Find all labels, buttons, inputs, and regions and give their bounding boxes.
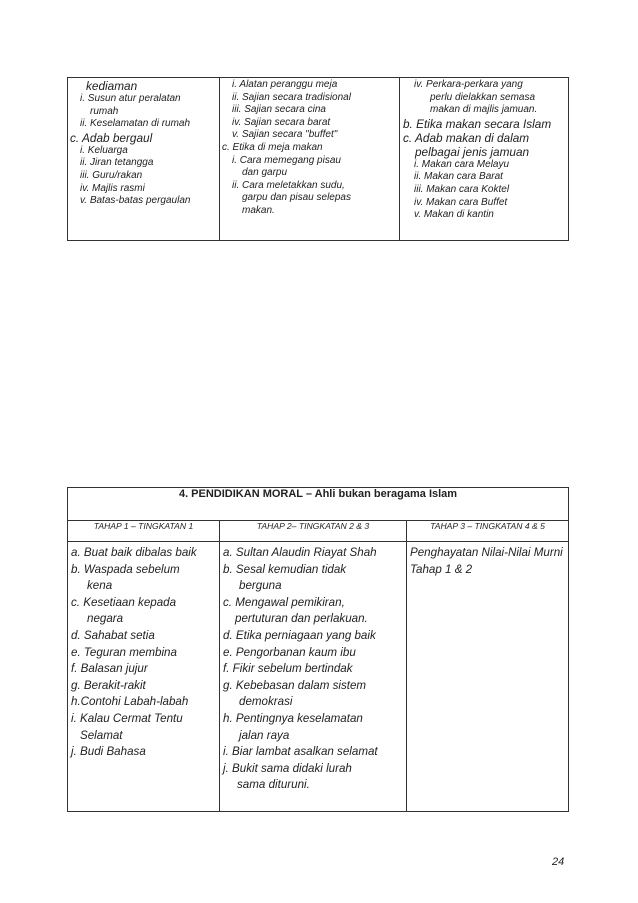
list-line: rumah [90, 105, 119, 117]
list-line: iv. Perkara-perkara yang [414, 79, 523, 90]
section-title: 4. PENDIDIKAN MORAL – Ahli bukan beragama Islam [68, 488, 569, 521]
list-line: makan di majlis jamuan. [430, 104, 538, 116]
list-line: h.Contohi Labah-labah [71, 695, 189, 709]
list-line: j. Budi Bahasa [71, 745, 146, 759]
list-line: f. Balasan jujur [71, 662, 148, 676]
list-line: Tahap 1 & 2 [410, 562, 473, 576]
list-line: iii. Sajian secara cina [232, 104, 326, 116]
list-line: i. Kalau Cermat Tentu [71, 711, 183, 725]
list-line: ii. Sajian secara tradisional [232, 91, 351, 103]
list-line: v. Makan di kantin [414, 209, 494, 221]
list-line: b. Waspada sebelum [71, 562, 180, 576]
tahap-3-header: TAHAP 3 – TINGKATAN 4 & 5 [407, 521, 569, 542]
list-line: dan garpu [242, 167, 288, 179]
list-line: i. Keluarga [80, 144, 128, 156]
list-line: negara [87, 612, 124, 626]
list-line: i. Biar lambat asalkan selamat [223, 745, 378, 759]
list-line: c. Kesetiaan kepada [71, 595, 177, 609]
list-line: ii. Keselamatan di rumah [80, 118, 191, 130]
list-line: ii. Jiran tetangga [80, 157, 154, 169]
list-line: c. Adab makan di dalam [403, 130, 530, 145]
list-line: d. Etika perniagaan yang baik [223, 628, 376, 642]
list-line: kediaman [86, 79, 138, 93]
tahap-1-header: TAHAP 1 – TINGKATAN 1 [68, 521, 220, 542]
tahap-1-list [68, 542, 220, 812]
list-line: pelbagai jenis jamuan [415, 144, 530, 159]
list-line: iii. Guru/rakan [80, 169, 143, 181]
tahap-2-list [220, 542, 407, 812]
list-line: e. Pengorbanan kaum ibu [223, 645, 356, 659]
list-line: j. Bukit sama didaki lurah [223, 761, 352, 775]
top-col-2 [220, 78, 400, 241]
list-line: a. Buat baik dibalas baik [71, 546, 197, 559]
list-line: e. Teguran membina [71, 645, 177, 659]
list-line: d. Sahabat setia [71, 628, 155, 642]
top-col-1 [68, 78, 220, 241]
bottom-table [67, 487, 569, 812]
page-number: 24 [552, 856, 565, 868]
list-line: iii. Makan cara Koktel [414, 183, 510, 195]
tahap-3-list [407, 542, 569, 812]
list-line: i. Alatan peranggu meja [232, 79, 338, 90]
list-line: iv. Majlis rasmi [80, 182, 145, 194]
list-line: iv. Sajian secara barat [232, 116, 331, 128]
list-line: c. Etika di meja makan [222, 141, 323, 153]
list-line: v. Sajian secara "buffet" [232, 129, 338, 141]
list-line: iv. Makan cara Buffet [414, 196, 508, 208]
list-line: v. Batas-batas pergaulan [80, 195, 191, 207]
list-line: garpu dan pisau selepas [242, 192, 351, 204]
list-line: jalan raya [239, 728, 290, 742]
list-line: b. Etika makan secara Islam [403, 116, 552, 131]
list-line: sama dituruni. [237, 778, 310, 792]
list-line: berguna [239, 579, 282, 593]
list-line: Penghayatan Nilai-Nilai Murni [410, 546, 563, 559]
list-line: c. Adab bergaul [70, 130, 153, 145]
list-line: pertuturan dan perlakuan. [235, 612, 368, 626]
list-line: c. Mengawal pemikiran, [223, 595, 345, 609]
list-line: f. Fikir sebelum bertindak [223, 662, 353, 676]
list-line: Selamat [80, 728, 123, 742]
list-line: i. Susun atur peralatan [80, 93, 181, 104]
list-line: h. Pentingnya keselamatan [223, 711, 363, 725]
list-line: a. Sultan Alaudin Riayat Shah [223, 546, 377, 559]
list-line: ii. Cara meletakkan sudu, [232, 179, 345, 191]
list-line: demokrasi [239, 695, 293, 709]
list-line: ii. Makan cara Barat [414, 171, 503, 183]
tahap-2-header: TAHAP 2– TINGKATAN 2 & 3 [220, 521, 407, 542]
list-line: perlu dielakkan semasa [430, 91, 536, 103]
top-col-3 [400, 78, 569, 241]
list-line: kena [87, 579, 113, 593]
list-line: g. Berakit-rakit [71, 678, 146, 692]
list-line: i. Makan cara Melayu [414, 158, 510, 170]
list-line: b. Sesal kemudian tidak [223, 562, 347, 576]
top-table [67, 77, 569, 241]
list-line: makan. [242, 204, 275, 216]
list-line: g. Kebebasan dalam sistem [223, 678, 367, 692]
list-line: i. Cara memegang pisau [232, 154, 341, 166]
